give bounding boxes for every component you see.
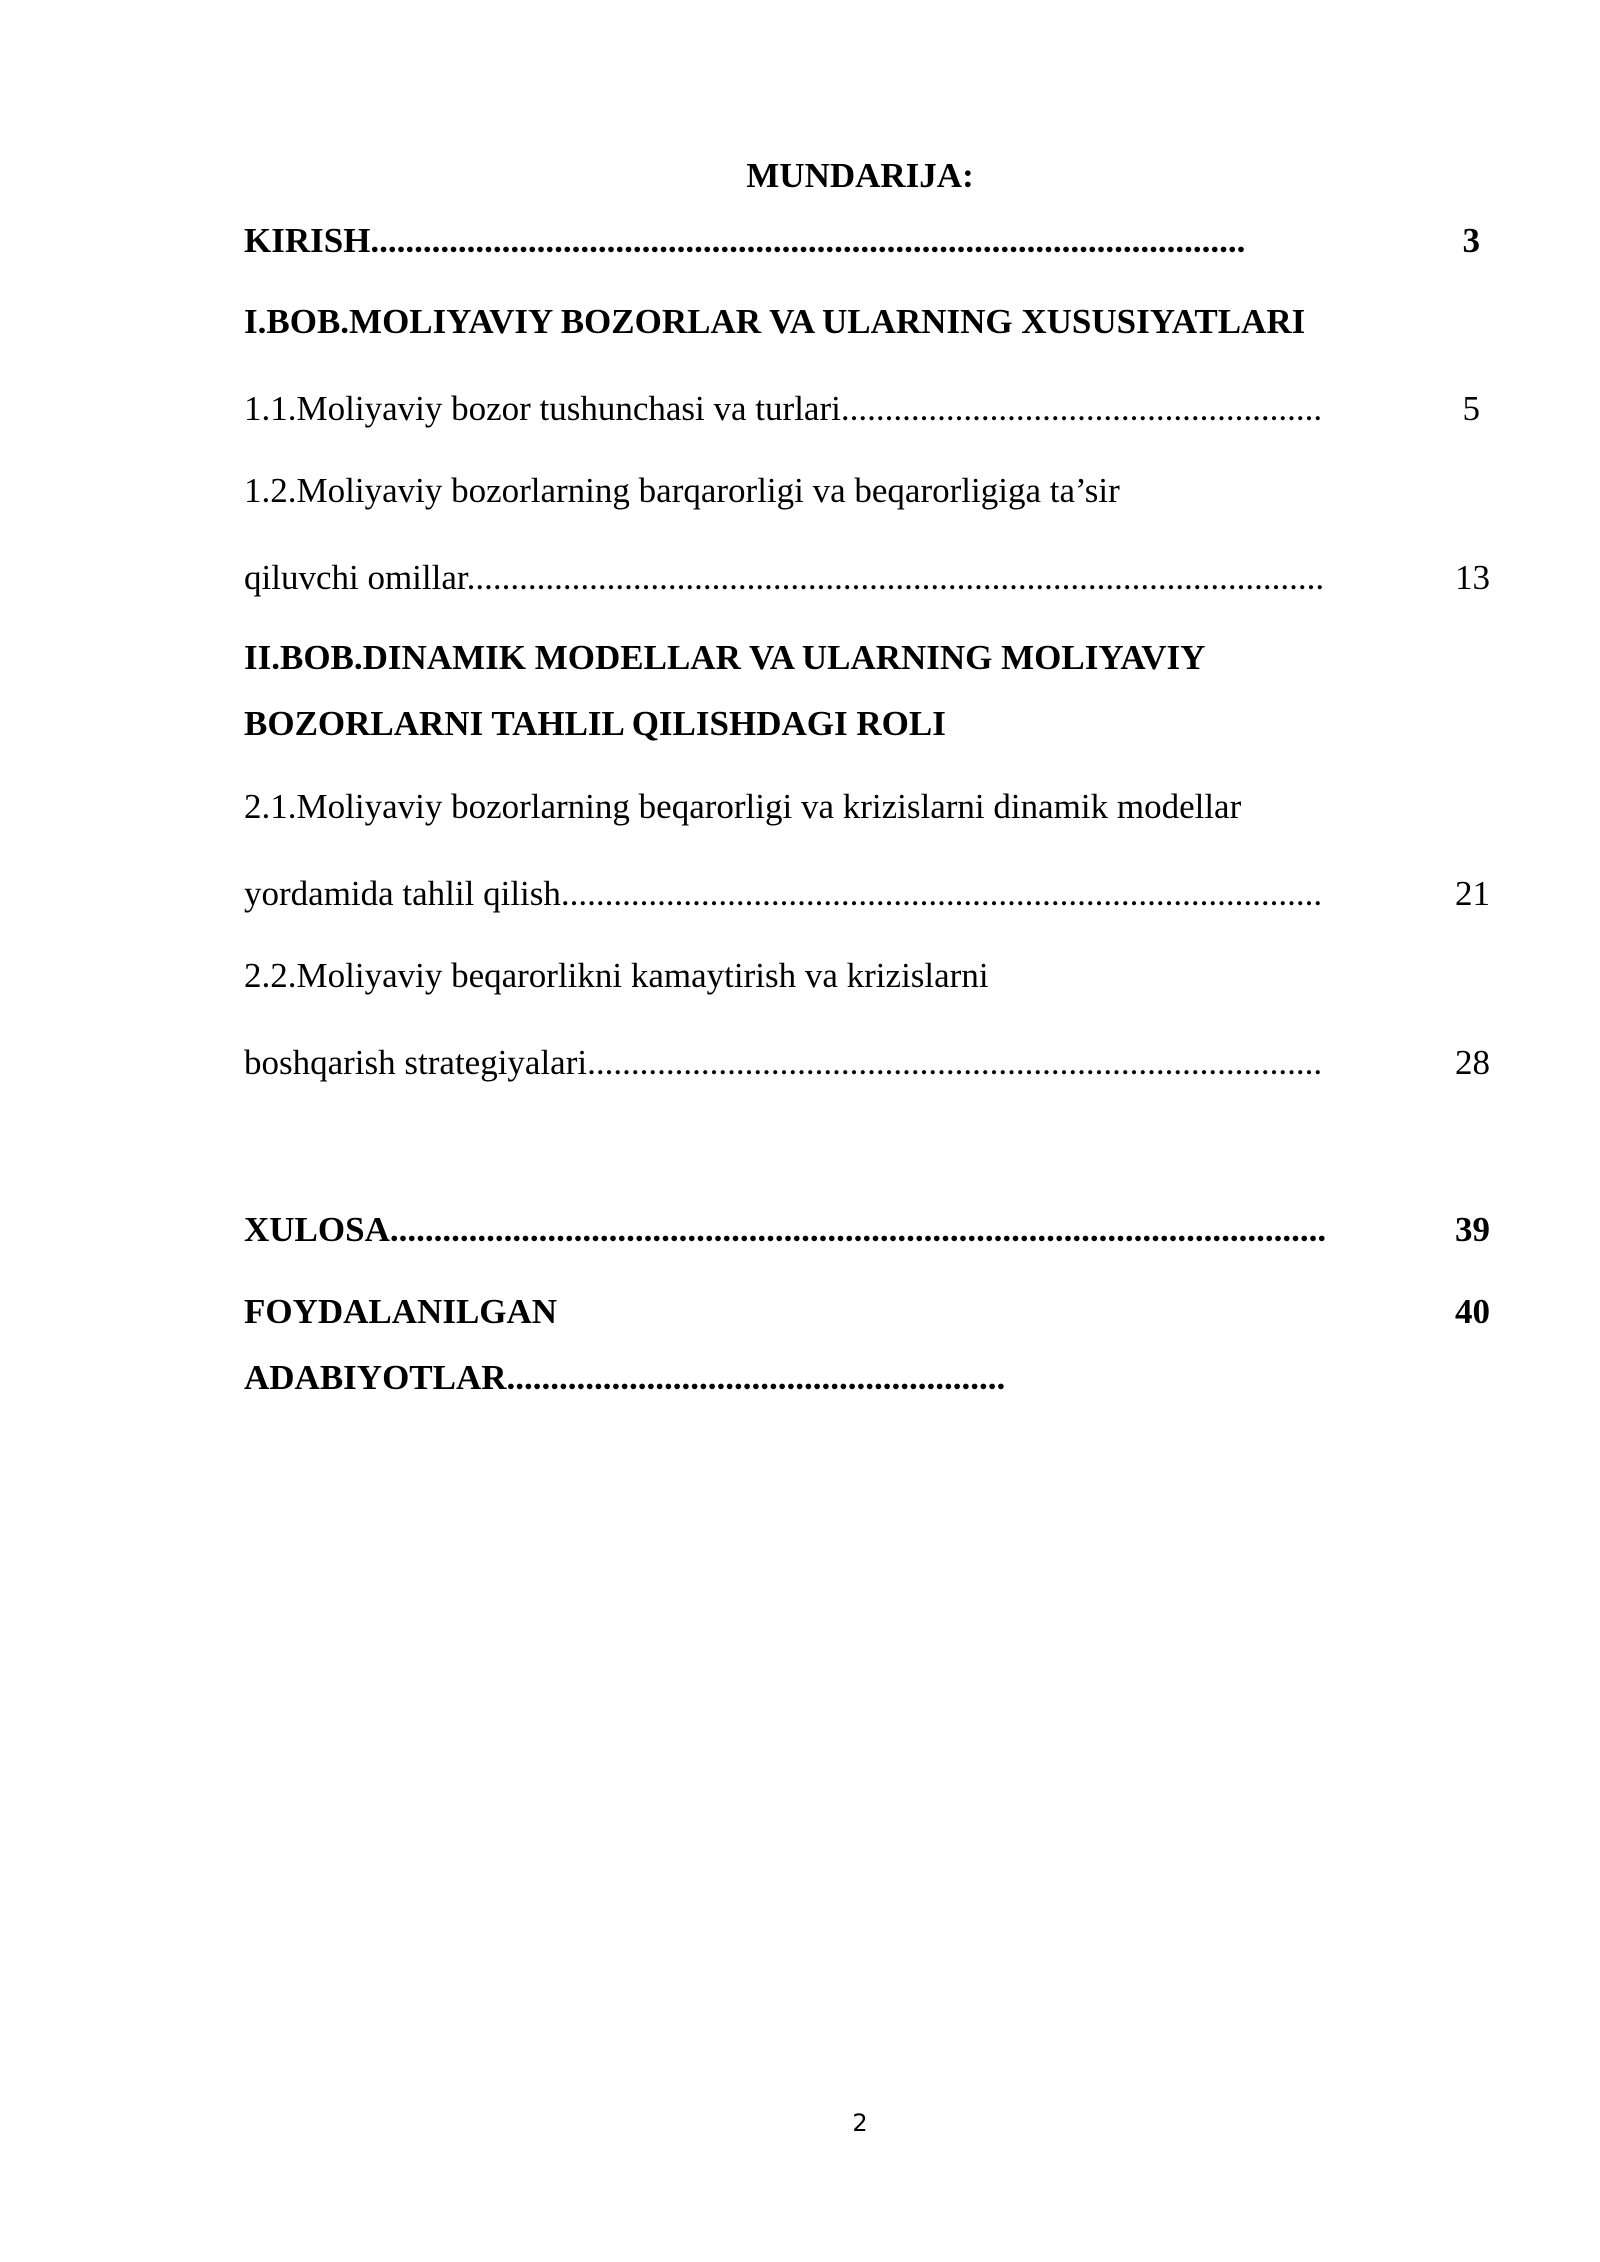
toc-entry-section-2-1-line1: 2.1.Moliyaviy bozorlarning beqarorligi va krizislarni dinamik modellar [244, 787, 1242, 826]
toc-chapter-2-line1: II.BOB.DINAMIK MODELLAR VA ULARNING MOLIYAVIY [244, 638, 1206, 677]
toc-entry-kirish: KIRISH.................................................................................................... [244, 221, 1246, 260]
toc-entry-section-2-2-line1: 2.2.Moliyaviy beqarorlikni kamaytirish va krizislarni [244, 956, 989, 995]
toc-page-xulosa: 39 [1455, 1210, 1490, 1249]
page-title: MUNDARIJA: [746, 156, 974, 195]
toc-entry-section-2-1-line2: yordamida tahlil qilish....................................................................................... [244, 874, 1323, 913]
toc-entry-section-1-2-line1: 1.2.Moliyaviy bozorlarning barqarorligi va beqarorligiga ta’sir [244, 471, 1120, 510]
toc-entry-section-1-2-line2: qiluvchi omillar.................................................................................................. [244, 558, 1325, 597]
toc-page-references: 40 [1455, 1292, 1490, 1331]
toc-entry-section-1-1: 1.1.Moliyaviy bozor tushunchasi va turlari....................................................... [244, 389, 1323, 428]
toc-page-section-2-1: 21 [1455, 874, 1490, 913]
toc-chapter-1: I.BOB.MOLIYAVIY BOZORLAR VA ULARNING XUSUSIYATLARI [244, 302, 1306, 341]
footer-page-number: 2 [852, 2109, 868, 2137]
toc-entry-references-line2: ADABIYOTLAR......................................................... [244, 1358, 1006, 1397]
toc-entry-xulosa: XULOSA........................................................................................................... [244, 1210, 1327, 1249]
toc-page-section-1-2: 13 [1455, 558, 1490, 597]
toc-page-kirish: 3 [1462, 221, 1480, 260]
toc-page-section-2-2: 28 [1455, 1043, 1490, 1082]
toc-entry-section-2-2-line2: boshqarish strategiyalari.................................................................................... [244, 1043, 1323, 1082]
toc-chapter-2-line2: BOZORLARNI TAHLIL QILISHDAGI ROLI [244, 704, 946, 743]
toc-entry-references-line1: FOYDALANILGAN [244, 1292, 558, 1331]
toc-page-section-1-1: 5 [1462, 389, 1480, 428]
